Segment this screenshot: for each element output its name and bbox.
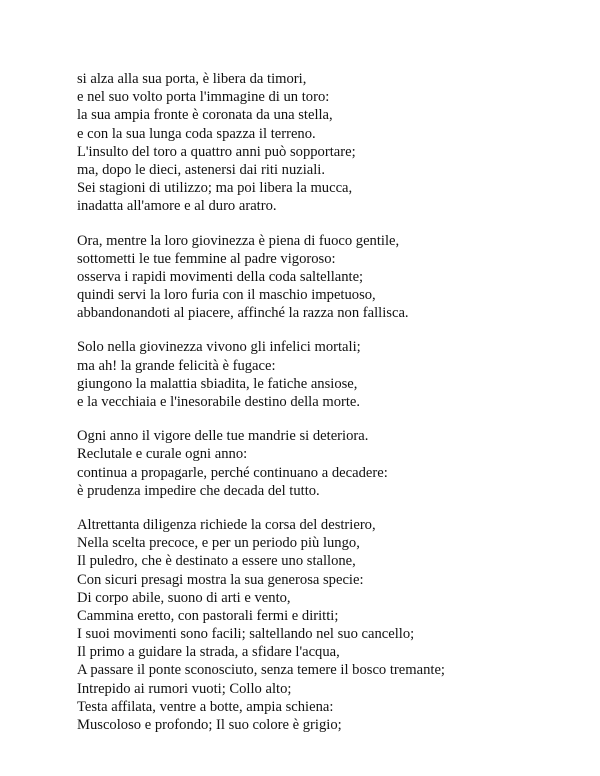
verse-line: Di corpo abile, suono di arti e vento, [77, 589, 291, 606]
verse-line: quindi servi la loro furia con il maschio impetuoso, [77, 287, 376, 304]
verse-line: la sua ampia fronte è coronata da una stella, [77, 107, 333, 124]
verse-line: Reclutale e curale ogni anno: [77, 446, 248, 463]
verse-line: osserva i rapidi movimenti della coda saltellante; [77, 268, 364, 285]
stanza [77, 427, 577, 500]
stanza [77, 70, 577, 216]
verse-line: abbandonandoti al piacere, affinché la razza non fallisca. [77, 305, 409, 322]
verse-line: Il puledro, che è destinato a essere uno stallone, [77, 553, 356, 570]
verse-line: Ora, mentre la loro giovinezza è piena di fuoco gentile, [77, 232, 400, 249]
verse-line: I suoi movimenti sono facili; saltellando nel suo cancello; [77, 626, 415, 643]
verse-line: Muscoloso e profondo; Il suo colore è grigio; [77, 717, 342, 733]
verse-line: inadatta all'amore e al duro aratro. [77, 198, 277, 215]
verse-line: ma ah! la grande felicità è fugace: [77, 357, 276, 374]
verse-line: Intrepido ai rumori vuoti; Collo alto; [77, 680, 292, 697]
verse-line: Testa affilata, ventre a botte, ampia schiena: [77, 698, 334, 715]
verse-line: continua a propagarle, perché continuano a decadere: [77, 464, 388, 481]
verse-line: Nella scelta precoce, e per un periodo più lungo, [77, 535, 360, 552]
verse-line: Il primo a guidare la strada, a sfidare l'acqua, [77, 644, 340, 661]
verse-line: Con sicuri presagi mostra la sua generosa specie: [77, 571, 364, 588]
stanza [77, 232, 577, 323]
verse-line: sottometti le tue femmine al padre vigoroso: [77, 250, 336, 267]
verse-line: è prudenza impedire che decada del tutto. [77, 482, 320, 499]
verse-line: Solo nella giovinezza vivono gli infelici mortali; [77, 339, 361, 356]
verse-line: Cammina eretto, con pastorali fermi e diritti; [77, 607, 339, 624]
verse-line: si alza alla sua porta, è libera da timori, [77, 71, 307, 87]
verse-line: Altrettanta diligenza richiede la corsa del destriero, [77, 516, 376, 533]
stanza [77, 338, 577, 411]
poem-body [77, 70, 577, 750]
stanza [77, 516, 577, 734]
verse-line: giungono la malattia sbiadita, le fatiche ansiose, [77, 375, 358, 392]
verse-line: e la vecchiaia e l'inesorabile destino della morte. [77, 394, 361, 410]
verse-line: A passare il ponte sconosciuto, senza temere il bosco tremante; [77, 662, 445, 679]
verse-line: L'insulto del toro a quattro anni può sopportare; [77, 143, 356, 160]
verse-line: e con la sua lunga coda spazza il terreno. [77, 125, 316, 142]
verse-line: Sei stagioni di utilizzo; ma poi libera la mucca, [77, 180, 353, 197]
verse-line: Ogni anno il vigore delle tue mandrie si deteriora. [77, 428, 369, 445]
verse-line: ma, dopo le dieci, astenersi dai riti nuziali. [77, 161, 326, 178]
verse-line: e nel suo volto porta l'immagine di un toro: [77, 89, 330, 106]
